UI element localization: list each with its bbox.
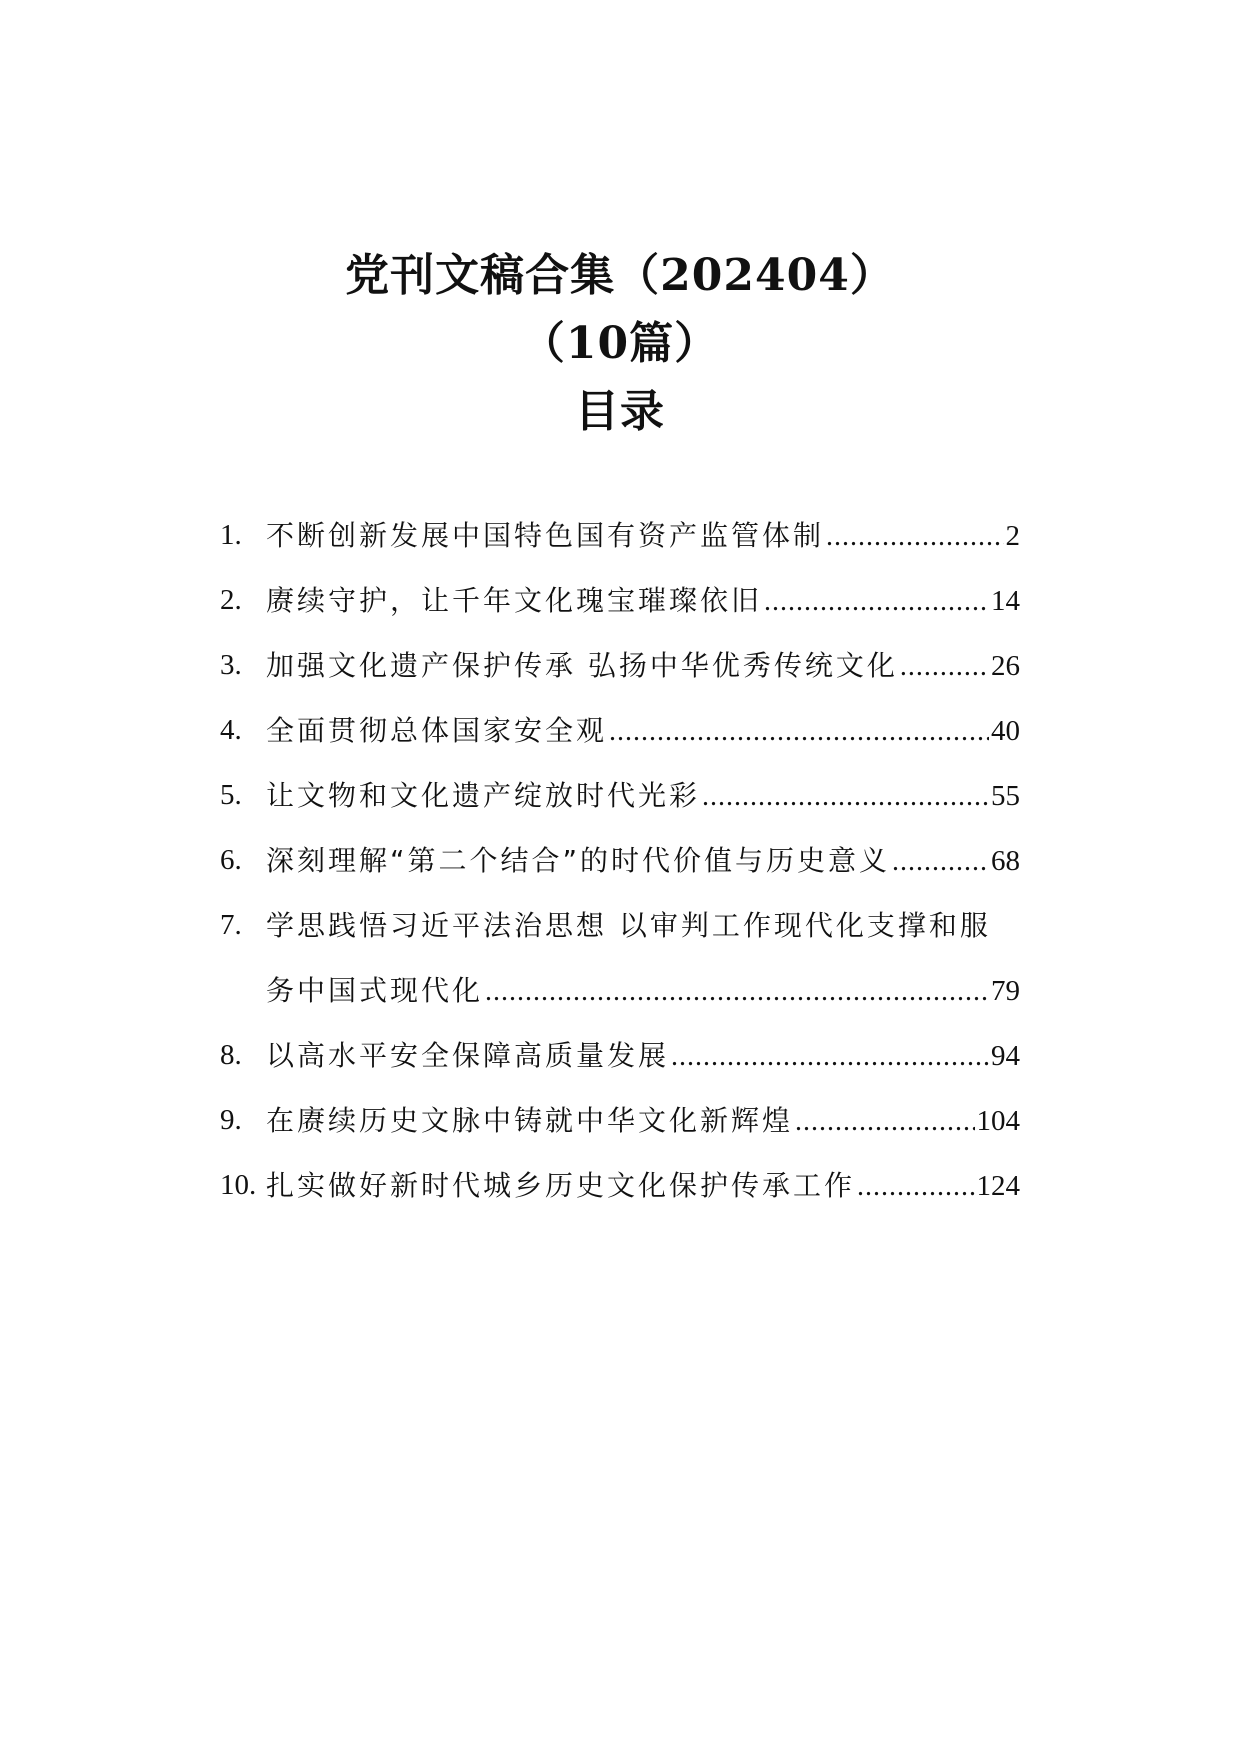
toc-entry-6[interactable] — [220, 828, 1020, 893]
toc-title: 让文物和文化遗产绽放时代光彩 — [266, 779, 701, 812]
dot-leader — [764, 569, 989, 634]
title-block — [0, 242, 1240, 446]
toc-page-number: 124 — [976, 1170, 1020, 1202]
toc-page-number: 2 — [1005, 520, 1020, 552]
toc-entry-2[interactable] — [220, 568, 1020, 633]
toc-title: 深刻理解“第二个结合”的时代价值与历史意义 — [266, 844, 891, 877]
dot-leader — [826, 504, 1003, 569]
toc-entry-7-continued[interactable] — [220, 958, 1020, 1023]
toc-title: 扎实做好新时代城乡历史文化保护传承工作 — [266, 1169, 856, 1202]
toc-page-number: 94 — [991, 1040, 1020, 1072]
toc-entry-8[interactable] — [220, 1023, 1020, 1088]
dot-leader — [671, 1024, 989, 1089]
toc-title-line1: 学思践悟习近平法治思想 以审判工作现代化支撑和服 — [266, 909, 991, 942]
toc-entry-7[interactable] — [220, 893, 1020, 958]
toc-number: 6. — [220, 844, 242, 876]
dot-leader — [485, 959, 989, 1024]
toc-entry-4[interactable] — [220, 698, 1020, 763]
toc-number: 5. — [220, 779, 242, 811]
toc-entry-10[interactable] — [220, 1153, 1020, 1218]
toc-number: 10. — [220, 1169, 257, 1201]
dot-leader — [609, 699, 989, 764]
toc-title: 全面贯彻总体国家安全观 — [266, 714, 608, 747]
toc-number: 8. — [220, 1039, 242, 1071]
toc-page-number: 40 — [991, 715, 1020, 747]
toc-page-number: 14 — [991, 585, 1020, 617]
dot-leader — [795, 1089, 974, 1154]
table-of-contents — [220, 503, 1020, 1218]
toc-entry-1[interactable] — [220, 503, 1020, 568]
toc-title: 赓续守护，让千年文化瑰宝璀璨依旧 — [266, 584, 763, 617]
dot-leader — [857, 1154, 974, 1219]
toc-page-number: 68 — [991, 845, 1020, 877]
toc-entry-3[interactable] — [220, 633, 1020, 698]
toc-entry-9[interactable] — [220, 1088, 1020, 1153]
toc-heading: 目录 — [575, 386, 665, 437]
toc-title-line2: 务中国式现代化 — [266, 974, 484, 1007]
toc-page-number: 55 — [991, 780, 1020, 812]
toc-title: 加强文化遗产保护传承 弘扬中华优秀传统文化 — [266, 649, 898, 682]
toc-number: 4. — [220, 714, 242, 746]
article-count: （10篇） — [520, 318, 720, 369]
toc-page-number: 104 — [976, 1105, 1020, 1137]
toc-number: 1. — [220, 519, 242, 551]
dot-leader — [702, 764, 989, 829]
toc-number: 3. — [220, 649, 242, 681]
dot-leader — [892, 829, 989, 894]
document-title: 党刊文稿合集（202404） — [345, 250, 895, 301]
toc-entry-5[interactable] — [220, 763, 1020, 828]
toc-number: 2. — [220, 584, 242, 616]
toc-page-number: 26 — [991, 650, 1020, 682]
toc-number: 7. — [220, 909, 242, 941]
dot-leader — [900, 634, 989, 699]
toc-number: 9. — [220, 1104, 242, 1136]
toc-page-number: 79 — [991, 975, 1020, 1007]
toc-title: 在赓续历史文脉中铸就中华文化新辉煌 — [266, 1104, 794, 1137]
toc-title: 以高水平安全保障高质量发展 — [266, 1039, 670, 1072]
toc-title: 不断创新发展中国特色国有资产监管体制 — [266, 519, 825, 552]
